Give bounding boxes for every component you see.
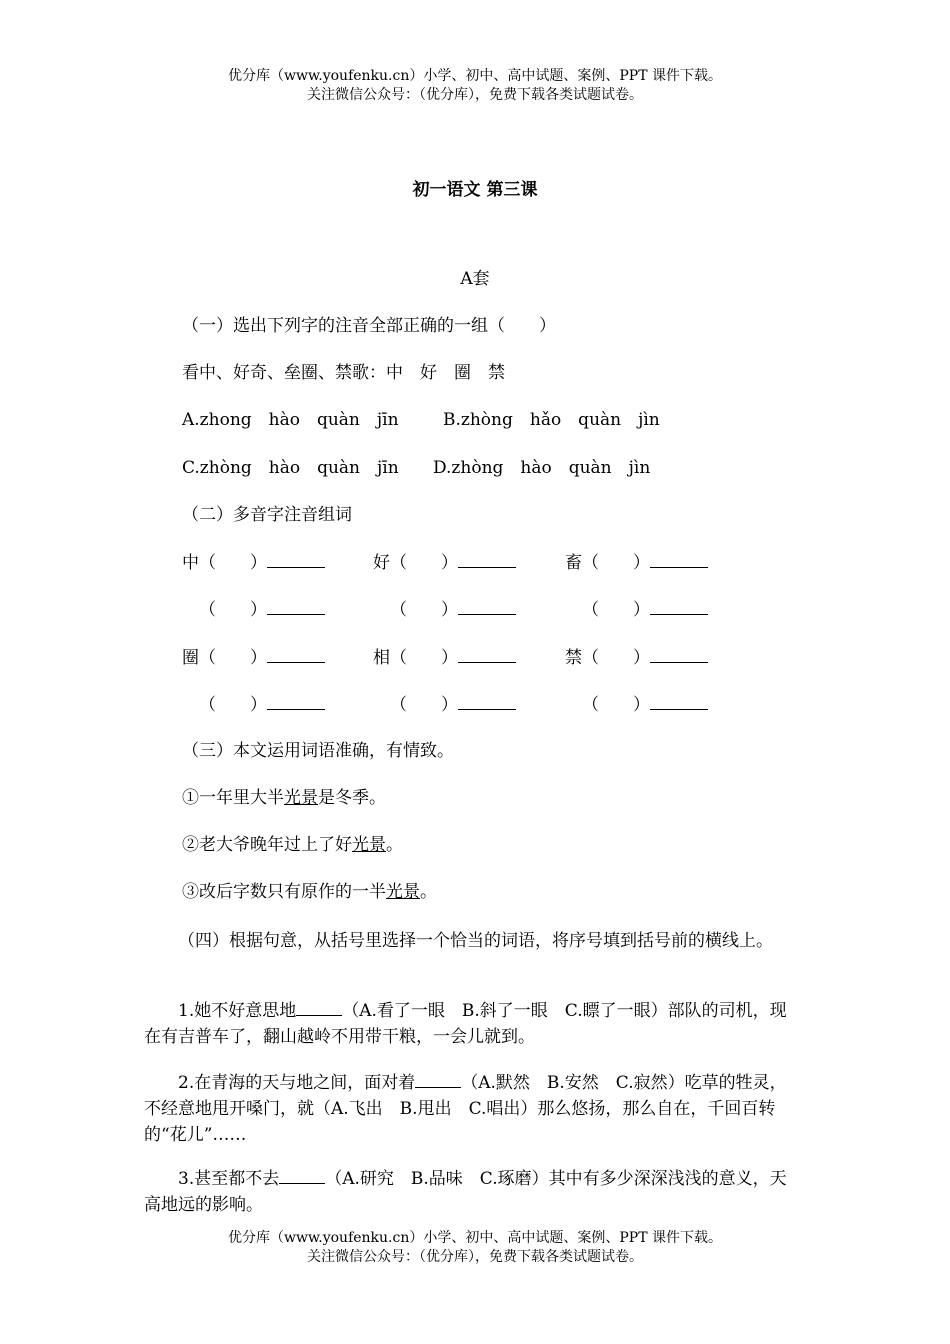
q2-answer-line[interactable] xyxy=(650,598,708,615)
q2-char: 畜 xyxy=(565,553,582,573)
q1-prompt: 看中、好奇、垒圈、禁歌：中 好 圈 禁 xyxy=(182,363,505,383)
page-title: 初一语文 第三课 xyxy=(412,180,538,200)
q1-option-c: C.zhòng hào quàn jīn xyxy=(182,458,399,478)
header-line-2: 关注微信公众号：（优分库），免费下载各类试题试卷。 xyxy=(307,87,643,103)
q4-item-pre: 2.在青海的天与地之间，面对着 xyxy=(178,1073,416,1093)
q3-post: 是冬季。 xyxy=(318,788,386,808)
q2-paren: （ ） xyxy=(199,600,267,620)
q4-item-pre: 1.她不好意思地 xyxy=(178,1001,297,1021)
q2-answer-line[interactable] xyxy=(458,693,516,710)
q2-answer-line[interactable] xyxy=(458,598,516,615)
q1-option-b: B.zhòng hǎo quàn jìn xyxy=(443,410,660,430)
q2-paren: （ ） xyxy=(390,600,458,620)
q1-option-a: A.zhong hào quàn jīn xyxy=(182,410,399,430)
q2-answer-line[interactable] xyxy=(650,693,708,710)
q2-paren: （ ） xyxy=(582,695,650,715)
q3-num: ③ xyxy=(182,882,199,902)
q2-entry-zhong-2 xyxy=(199,598,325,621)
q3-item-2 xyxy=(182,834,403,856)
q2-heading: （二）多音字注音组词 xyxy=(182,505,352,525)
q2-entry-hao xyxy=(373,551,516,574)
q2-char: 好 xyxy=(373,553,390,573)
q4-item-3 xyxy=(144,1166,796,1218)
q2-char: 禁 xyxy=(565,648,582,668)
q4-item-post: （A.研究 B.品味 C.琢磨）其中有多少深深浅浅的意义，天高地远的影响。 xyxy=(144,1169,787,1215)
q2-paren: （ ） xyxy=(199,553,267,573)
q2-answer-line[interactable] xyxy=(458,551,516,568)
footer-line-1: 优分库（www.youfenku.cn）小学、初中、高中试题、案例、PPT 课件下载。 xyxy=(227,1230,722,1246)
q3-num: ② xyxy=(182,835,199,855)
q2-entry-xiang-2 xyxy=(390,693,516,716)
q1-heading: （一）选出下列字的注音全部正确的一组（ ） xyxy=(182,316,556,336)
q2-entry-quan-2 xyxy=(199,693,325,716)
q4-item-1 xyxy=(144,998,796,1050)
q2-char: 中 xyxy=(182,553,199,573)
q2-answer-line[interactable] xyxy=(267,693,325,710)
q3-item-1 xyxy=(182,787,386,809)
q4-heading: （四）根据句意，从括号里选择一个恰当的词语，将序号填到括号前的横线上。 xyxy=(178,931,773,951)
q3-pre: 一年里大半 xyxy=(199,788,284,808)
q2-char: 圈 xyxy=(182,648,199,668)
q2-paren: （ ） xyxy=(582,648,650,668)
q2-answer-line[interactable] xyxy=(650,551,708,568)
q2-answer-line[interactable] xyxy=(267,598,325,615)
q3-post: 。 xyxy=(420,882,437,902)
q3-pre: 改后字数只有原作的一半 xyxy=(199,882,386,902)
q2-paren: （ ） xyxy=(199,695,267,715)
set-label: A套 xyxy=(460,269,490,289)
q3-item-3 xyxy=(182,881,437,903)
q2-paren: （ ） xyxy=(582,600,650,620)
q3-word: 光景 xyxy=(352,835,386,855)
q4-item-post: （A.默然 B.安然 C.寂然）吃草的牲灵，不经意地甩开嗓门，就（A.飞出 B.甩出 C.唱出）那么悠扬，那么自在，千回百转的“花儿”…… xyxy=(144,1073,787,1145)
q2-paren: （ ） xyxy=(390,695,458,715)
q2-entry-xiang xyxy=(373,646,516,669)
q3-heading: （三）本文运用词语准确，有情致。 xyxy=(182,741,454,761)
q2-entry-jin-2 xyxy=(582,693,708,716)
q2-paren: （ ） xyxy=(390,553,458,573)
q2-entry-xu xyxy=(565,551,708,574)
q4-answer-line[interactable] xyxy=(279,1167,325,1184)
q2-answer-line[interactable] xyxy=(650,646,708,663)
q2-entry-jin xyxy=(565,646,708,669)
q2-paren: （ ） xyxy=(390,648,458,668)
q3-num: ① xyxy=(182,788,199,808)
q4-answer-line[interactable] xyxy=(296,999,342,1016)
q3-word: 光景 xyxy=(386,882,420,902)
header-line-1: 优分库（www.youfenku.cn）小学、初中、高中试题、案例、PPT 课件下载。 xyxy=(227,68,722,84)
q2-answer-line[interactable] xyxy=(267,551,325,568)
q3-post: 。 xyxy=(386,835,403,855)
q2-paren: （ ） xyxy=(199,648,267,668)
q4-item-pre: 3.甚至都不去 xyxy=(178,1169,280,1189)
q3-pre: 老大爷晚年过上了好 xyxy=(199,835,352,855)
q2-answer-line[interactable] xyxy=(267,646,325,663)
q2-entry-hao-2 xyxy=(390,598,516,621)
q4-answer-line[interactable] xyxy=(415,1071,461,1088)
q1-option-d: D.zhòng hào quàn jìn xyxy=(433,458,651,478)
q4-item-2 xyxy=(144,1070,796,1148)
q3-word: 光景 xyxy=(284,788,318,808)
q2-paren: （ ） xyxy=(582,553,650,573)
q2-char: 相 xyxy=(373,648,390,668)
q2-entry-quan xyxy=(182,646,325,669)
q4-item-post: （A.看了一眼 B.斜了一眼 C.瞟了一眼）部队的司机，现在有吉普车了，翻山越岭不用带干粮，一会儿就到。 xyxy=(144,1001,787,1047)
q2-entry-xu-2 xyxy=(582,598,708,621)
q2-answer-line[interactable] xyxy=(458,646,516,663)
q2-entry-zhong xyxy=(182,551,325,574)
footer-line-2: 关注微信公众号：（优分库），免费下载各类试题试卷。 xyxy=(307,1249,643,1265)
